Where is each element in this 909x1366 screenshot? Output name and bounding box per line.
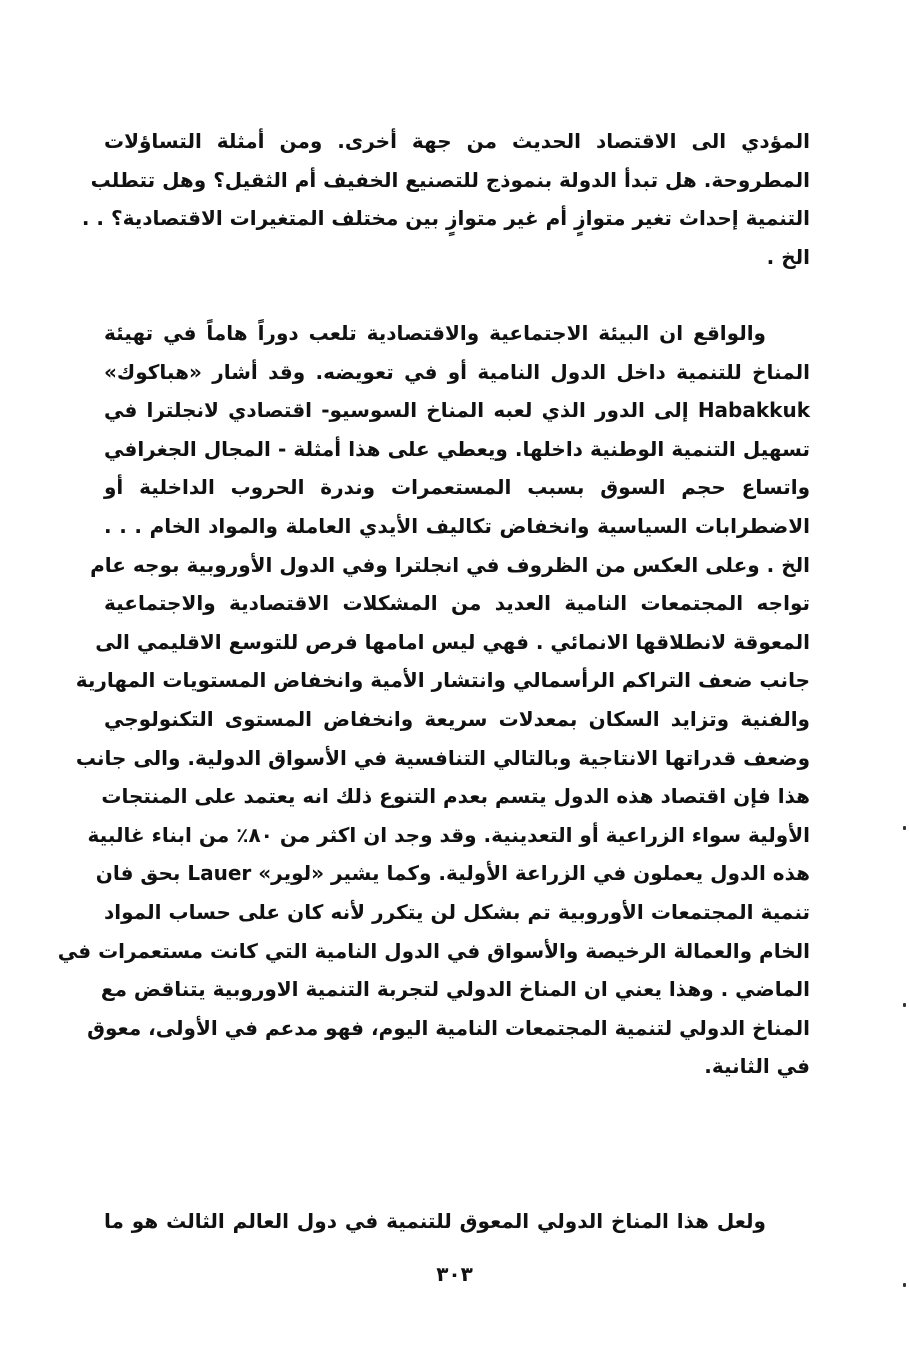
text-line: هذه الدول يعملون في الزراعة الأولية. وكما يشير «لوير» Lauer بحق فان [95, 861, 810, 886]
text-line: المناخ للتنمية داخل الدول النامية أو في تعويضه. وقد أشار «هباكوك» [104, 359, 810, 384]
text-line: المطروحة. هل تبدأ الدولة بنموذج للتصنيع الخفيف أم الثقيل؟ وهل تتطلب [90, 167, 810, 192]
text-line: الماضي . وهذا يعني ان المناخ الدولي لتجربة التنمية الاوروبية يتناقض مع [100, 977, 810, 1002]
text-line: الخ . [766, 244, 810, 269]
text-line: وضعف قدراتها الانتاجية وبالتالي التنافسية في الأسواق الدولية. والى جانب [75, 745, 810, 770]
text-line: والفنية وتزايد السكان بمعدلات سريعة وانخفاض المستوى التكنولوجي [104, 707, 810, 731]
scan-speck [903, 1003, 906, 1007]
text-line: Habakkuk إلى الدور الذي لعبه المناخ السوسيو- اقتصادي لانجلترا في [104, 398, 810, 423]
text-line: الخ . وعلى العكس من الظروف في انجلترا وفي الدول الأوروبية بوجه عام [90, 552, 810, 577]
text-line: الاضطرابات السياسية وانخفاض تكاليف الأيدي العاملة والمواد الخام . . . [104, 514, 810, 538]
text-line: تواجه المجتمعات النامية العديد من المشكلات الاقتصادية والاجتماعية [104, 591, 810, 616]
text-line: المعوقة لانطلاقها الانمائي . فهي ليس امامها فرص للتوسع الاقليمي الى [95, 629, 810, 654]
text-line: ولعل هذا المناخ الدولي المعوق للتنمية في دول العالم الثالث هو ما [104, 1209, 766, 1233]
text-line: هذا فإن اقتصاد هذه الدول يتسم بعدم التنوع ذلك انه يعتمد على المنتجات [101, 784, 810, 809]
text-line: تنمية المجتمعات الأوروبية تم بشكل لن يتكرر لأنه كان على حساب المواد [104, 900, 810, 924]
text-line: التنمية إحداث تغير متوازٍ أم غير متوازٍ بين مختلف المتغيرات الاقتصادية؟ . . [81, 206, 810, 231]
text-line: والواقع ان البيئة الاجتماعية والاقتصادية تلعب دوراً هاماً في تهيئة [104, 321, 766, 345]
text-line: الخام والعمالة الرخيصة والأسواق في الدول النامية التي كانت مستعمرات في [57, 938, 810, 963]
text-line: الأولية سواء الزراعية أو التعدينية. وقد وجد ان اكثر من ٨٠٪ من ابناء غالبية [87, 822, 810, 847]
page-number: ٣٠٣ [436, 1262, 473, 1286]
scan-speck [903, 1283, 906, 1287]
text-line: في الثانية. [704, 1054, 810, 1079]
text-line: المؤدي الى الاقتصاد الحديث من جهة أخرى. ومن أمثلة التساؤلات [104, 129, 810, 153]
scan-speck [903, 826, 906, 830]
text-line: تسهيل التنمية الوطنية داخلها. ويعطي على هذا أمثلة - المجال الجغرافي [104, 436, 810, 461]
text-line: واتساع حجم السوق بسبب المستعمرات وندرة الحروب الداخلية أو [104, 475, 810, 500]
text-line: المناخ الدولي لتنمية المجتمعات النامية اليوم، فهو مدعم في الأولى، معوق [87, 1015, 810, 1040]
text-line: جانب ضعف التراكم الرأسمالي وانتشار الأمية وانخفاض المستويات المهارية [75, 668, 810, 693]
